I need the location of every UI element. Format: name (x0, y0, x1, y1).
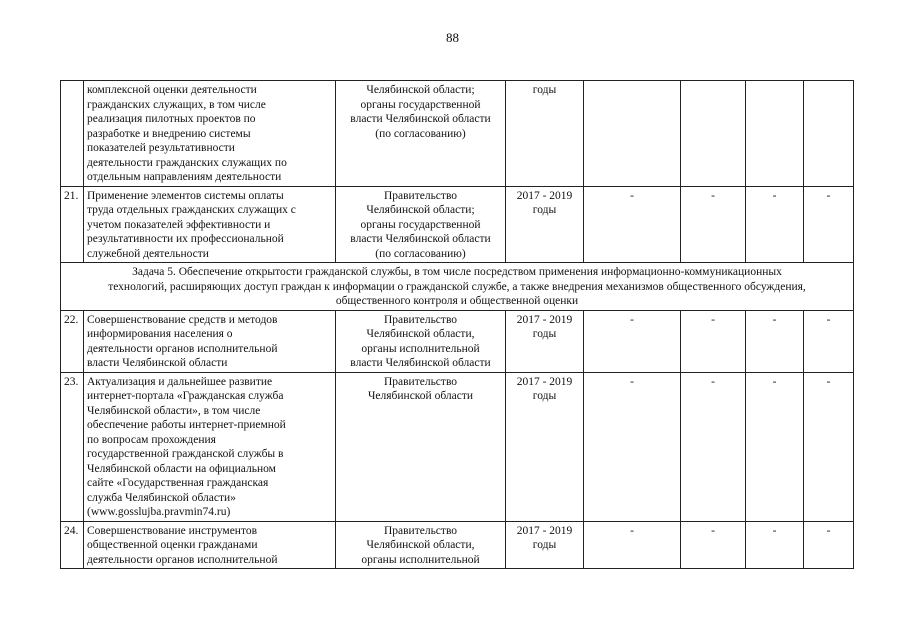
measure-name-line: Применение элементов системы оплаты (87, 189, 284, 202)
funding-value: - (681, 186, 746, 263)
row-number: 24. (61, 521, 84, 569)
funding-value: - (746, 310, 804, 372)
measure-name-line: отдельным направлениям деятельности (87, 171, 282, 183)
measure-name (84, 372, 336, 521)
implementation-term (506, 81, 584, 187)
executor-line: Челябинской области; (366, 84, 475, 96)
term-line: годы (532, 84, 557, 96)
responsible-executor (336, 81, 506, 187)
table-row (61, 372, 854, 521)
term-line: годы (532, 539, 557, 551)
measure-name-line: служба Челябинской области» (87, 491, 236, 504)
funding-value (584, 81, 681, 187)
funding-value: - (746, 372, 804, 521)
term-line: годы (532, 390, 557, 402)
funding-value: - (746, 521, 804, 569)
funding-value: - (681, 521, 746, 569)
term-line: годы (532, 204, 557, 216)
executor-line: органы исполнительной (361, 342, 480, 355)
funding-value (681, 81, 746, 187)
measure-name-line: комплексной оценки деятельности (87, 84, 257, 96)
funding-value: - (584, 310, 681, 372)
funding-value: - (804, 372, 854, 521)
funding-value: - (804, 521, 854, 569)
responsible-executor (336, 186, 506, 263)
executor-line: власти Челябинской области (350, 357, 491, 369)
executor-line: органы государственной (360, 218, 481, 231)
measure-name-line: государственной гражданской службы в (87, 448, 284, 460)
measure-name-line: обеспечение работы интернет-приемной (87, 419, 286, 431)
executor-line: Правительство (383, 313, 458, 326)
implementation-term (506, 186, 584, 263)
funding-value: - (584, 372, 681, 521)
funding-value: - (681, 310, 746, 372)
measure-name-line: результативности их профессиональной (87, 233, 284, 245)
measure-name-line: (www.gosslujba.pravmin74.ru) (87, 506, 231, 518)
measure-name-line: деятельности органов исполнительной (87, 553, 278, 566)
executor-line: Челябинской области (367, 390, 474, 402)
measure-name-line: труда отдельных гражданских служащих с (87, 204, 296, 216)
measure-name-line: учетом показателей эффективности и (87, 218, 271, 231)
funding-value: - (681, 372, 746, 521)
row-number: 23. (61, 372, 84, 521)
executor-line: (по согласованию) (375, 127, 466, 140)
measure-name (84, 81, 336, 187)
measure-name-line: деятельности гражданских служащих по (87, 156, 287, 169)
term-line: 2017 - 2019 (516, 375, 573, 388)
measures-table (60, 80, 854, 569)
task-heading (61, 263, 854, 311)
implementation-term (506, 372, 584, 521)
responsible-executor (336, 521, 506, 569)
funding-value: - (804, 186, 854, 263)
measure-name-line: власти Челябинской области (87, 357, 228, 369)
funding-value: - (804, 310, 854, 372)
measure-name-line: общественной оценки гражданами (87, 539, 258, 551)
table-row (61, 81, 854, 187)
task-row (61, 263, 854, 311)
executor-line: Правительство (383, 524, 458, 537)
measure-name-line: Совершенствование средств и методов (87, 313, 278, 326)
executor-line: Правительство (383, 189, 458, 202)
executor-line: власти Челябинской области (350, 233, 491, 245)
executor-line: органы государственной (360, 98, 481, 111)
executor-line: (по согласованию) (375, 247, 466, 260)
measure-name-line: показателей результативности (87, 142, 235, 154)
measure-name (84, 310, 336, 372)
table-row (61, 521, 854, 569)
measure-name-line: интернет-портала «Гражданская служба (87, 390, 284, 402)
executor-line: Челябинской области, (366, 539, 475, 551)
executor-line: органы исполнительной (361, 553, 480, 566)
funding-value: - (584, 186, 681, 263)
row-number: 21. (61, 186, 84, 263)
row-number: 22. (61, 310, 84, 372)
measure-name-line: Челябинской области», в том числе (87, 404, 261, 417)
measure-name-line: реализация пилотных проектов по (87, 113, 256, 125)
measure-name-line: информирования населения о (87, 328, 233, 340)
table-row (61, 186, 854, 263)
page-number: 88 (446, 30, 459, 45)
measure-name-line: Актуализация и дальнейшее развитие (87, 375, 273, 388)
term-line: годы (532, 328, 557, 340)
task-heading-line: общественного контроля и общественной оценки (335, 295, 579, 307)
funding-value (804, 81, 854, 187)
task-heading-line: Задача 5. Обеспечение открытости гражданской службы, в том числе посредством применения информационно-коммуникационных (132, 266, 782, 278)
measure-name-line: разработке и внедрению системы (87, 127, 251, 140)
measure-name-line: Челябинской области на официальном (87, 462, 276, 475)
measure-name (84, 521, 336, 569)
executor-line: Правительство (383, 375, 458, 388)
executor-line: Челябинской области, (366, 328, 475, 340)
executor-line: власти Челябинской области (350, 113, 491, 125)
executor-line: Челябинской области; (366, 204, 475, 216)
funding-value (746, 81, 804, 187)
measure-name-line: по вопросам прохождения (87, 433, 216, 446)
row-number (61, 81, 84, 187)
funding-value: - (584, 521, 681, 569)
task-heading-line: технологий, расширяющих доступ граждан к информации о гражданской службе, а также внедрения механизмов общественного обсуждения, (108, 280, 806, 293)
measure-name-line: гражданских служащих, в том числе (87, 98, 266, 111)
measure-name-line: сайте «Государственная гражданская (87, 477, 269, 489)
term-line: 2017 - 2019 (516, 313, 573, 326)
measure-name-line: деятельности органов исполнительной (87, 342, 278, 355)
term-line: 2017 - 2019 (516, 524, 573, 537)
funding-value: - (746, 186, 804, 263)
implementation-term (506, 310, 584, 372)
measure-name-line: Совершенствование инструментов (87, 524, 258, 537)
responsible-executor (336, 310, 506, 372)
measure-name-line: служебной деятельности (87, 247, 209, 260)
term-line: 2017 - 2019 (516, 189, 573, 202)
measure-name (84, 186, 336, 263)
table-row (61, 310, 854, 372)
responsible-executor (336, 372, 506, 521)
implementation-term (506, 521, 584, 569)
